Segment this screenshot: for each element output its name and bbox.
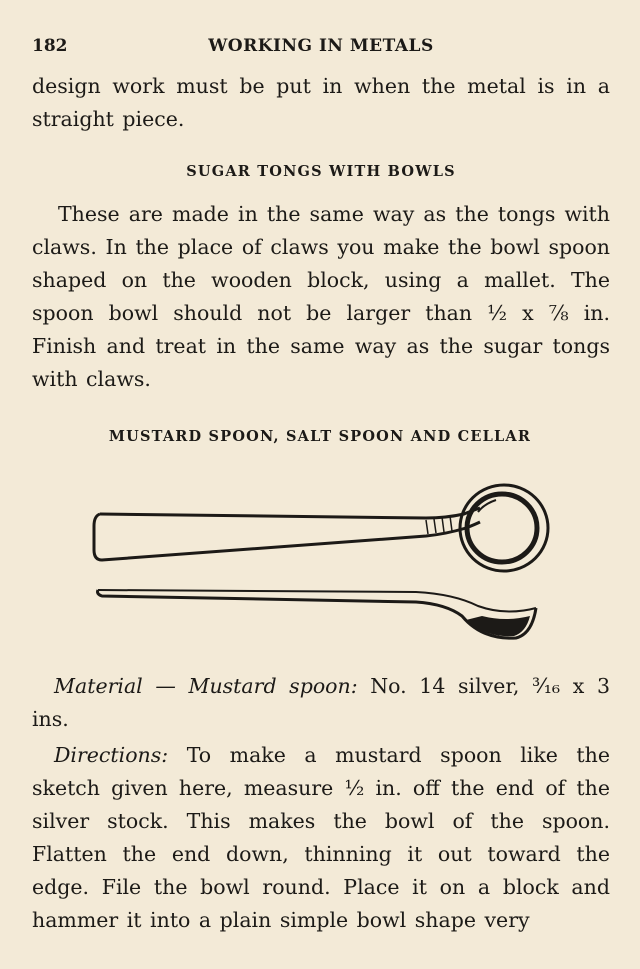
material-paragraph (32, 670, 610, 736)
section-heading-sugar-tongs: SUGAR TONGS WITH BOWLS (186, 163, 456, 180)
material-label: Material — Mustard spoon: (54, 674, 358, 698)
paragraph-sugar-tongs: These are made in the same way as the tongs with claws. In the place of claws you make the bowl spoon shaped on the wooden block, using a mallet. The spoon bowl should not be larger than ½ x ⅞ in. Finish and treat in the same way as the sugar tongs with claws. (32, 202, 610, 391)
page-number: 182 (32, 36, 68, 56)
material-text: No. 14 silver, ³⁄₁₆ x 3 ins. (32, 674, 610, 731)
section-heading-mustard-spoon: MUSTARD SPOON, SALT SPOON AND CELLAR (108, 428, 532, 445)
directions-text: To make a mustard spoon like the sketch given here, measure ½ in. off the end of the silver stock. This makes the bowl of the spoon. Flatten the end down, thinning it out toward the edge. File the bowl round. Place it on a block and hammer it into a plain simple bowl shape very (32, 743, 610, 932)
spoon-illustration (86, 470, 556, 665)
running-head (32, 36, 610, 58)
directions-paragraph (32, 739, 610, 937)
paragraph-continuation: design work must be put in when the metal is in a straight piece. (32, 74, 610, 131)
directions-label: Directions: (54, 743, 169, 767)
mustard-spoon-icon (86, 470, 556, 665)
running-title: WORKING IN METALS (208, 36, 434, 56)
